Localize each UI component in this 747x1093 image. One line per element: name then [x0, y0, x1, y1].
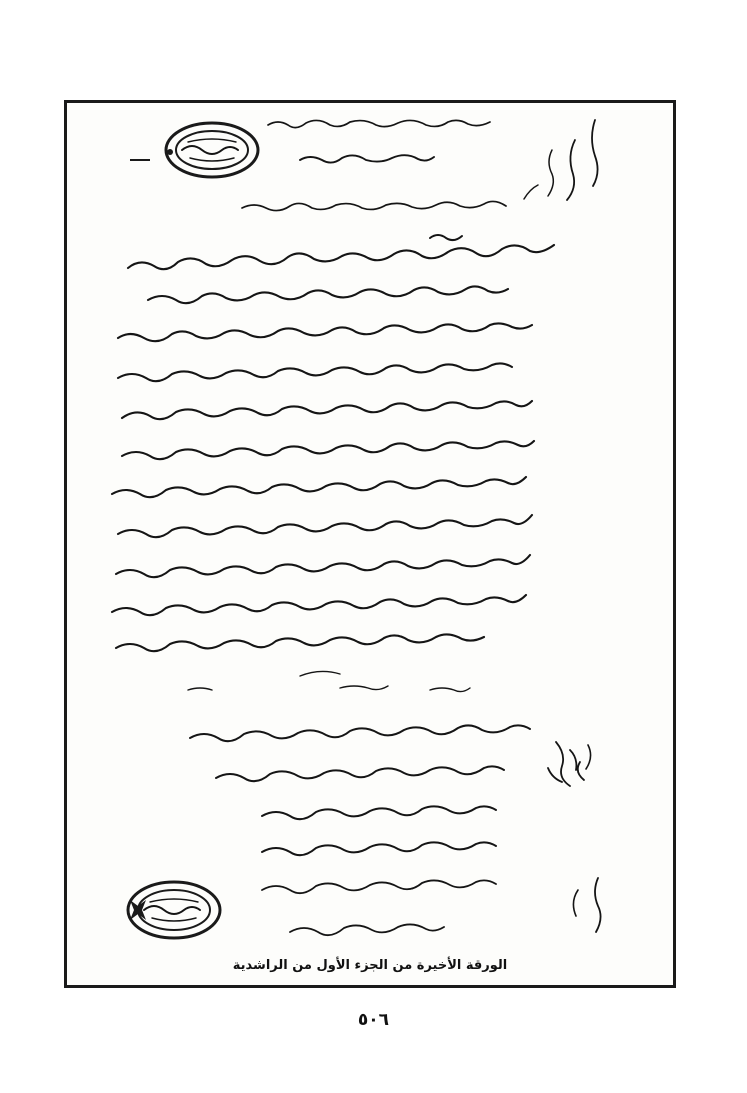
margin-note-middle-right	[548, 742, 591, 786]
manuscript-body-lines	[112, 235, 554, 692]
figure-caption: الورقة الأخيرة من الجزء الأول من الراشدية	[232, 958, 508, 973]
manuscript-lower-lines	[190, 725, 530, 935]
page-number: ٥٠٦	[357, 1010, 390, 1030]
manuscript-header-lines	[242, 120, 506, 210]
seal-stamp-bottom	[128, 882, 220, 938]
seal-stamp-top	[166, 123, 258, 177]
margin-note-top-right	[524, 120, 598, 200]
margin-note-bottom-right	[573, 878, 600, 932]
